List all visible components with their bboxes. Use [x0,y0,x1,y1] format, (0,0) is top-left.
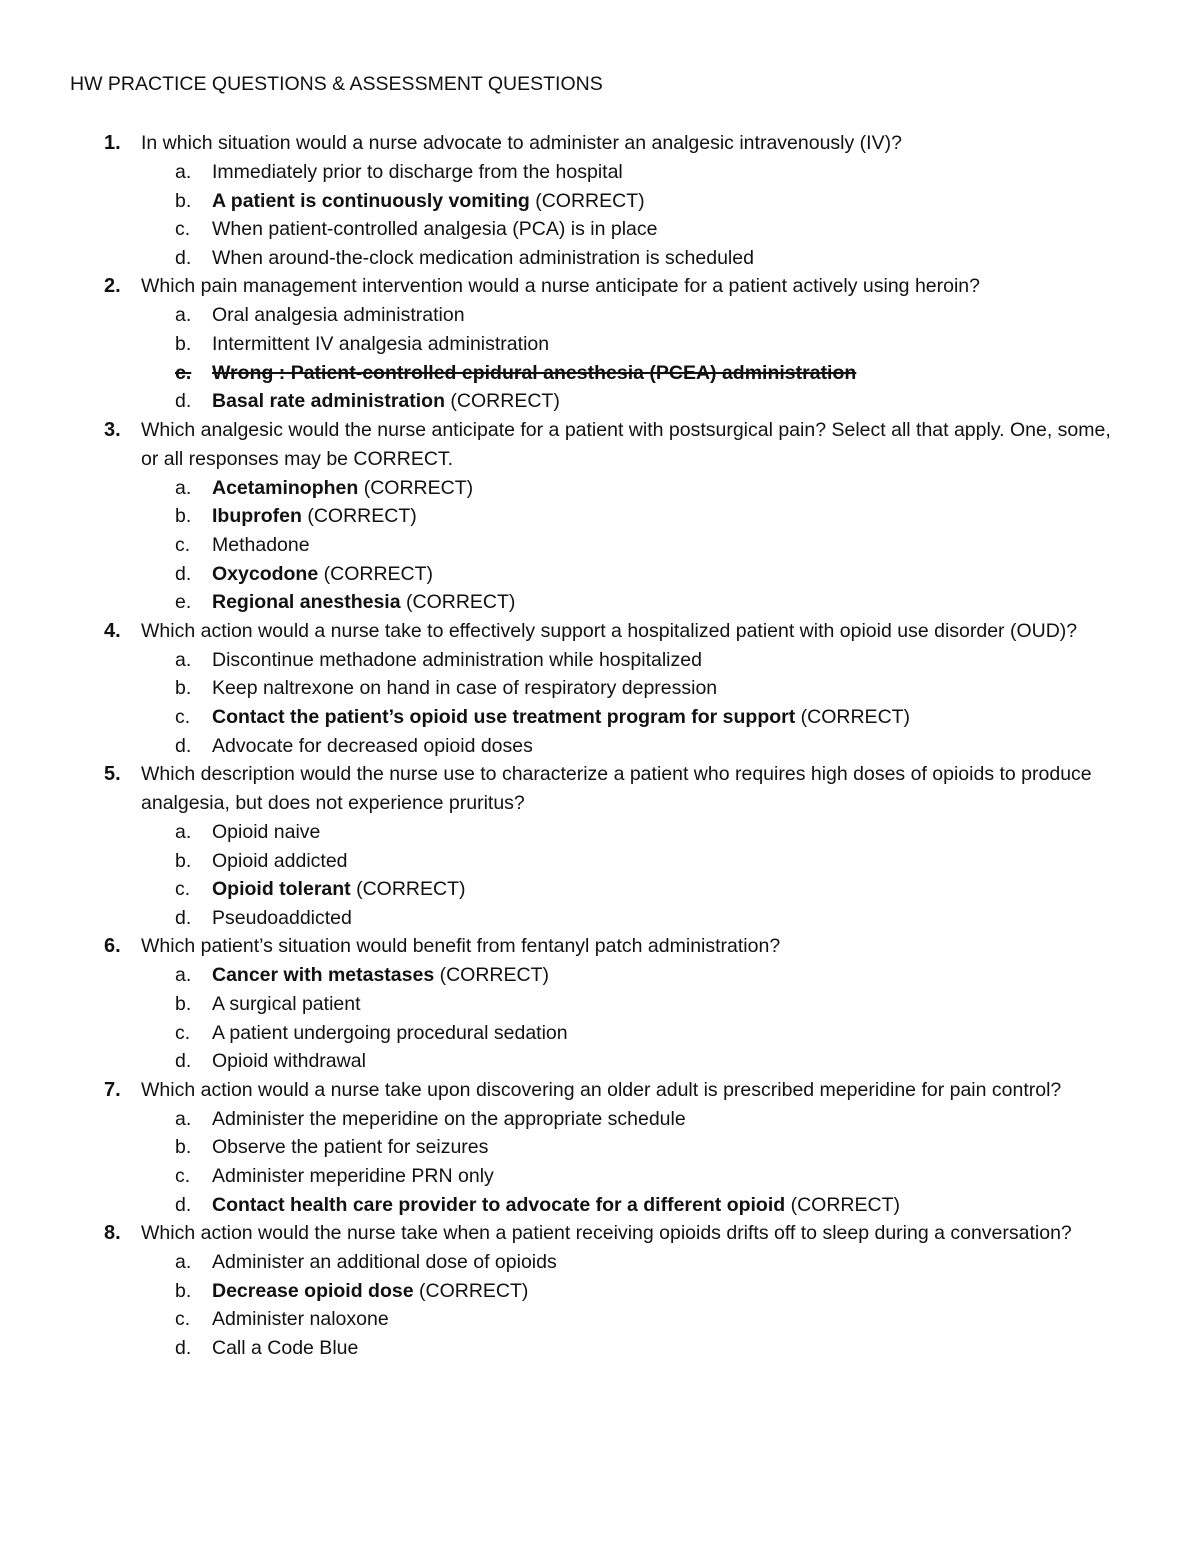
question-number: 1. [104,132,121,154]
option-letter: e. [175,591,192,614]
option-content [212,158,623,187]
option-letter: c. [175,1308,191,1331]
option-content [212,359,856,388]
answer-option [0,531,1200,560]
option-letter: d. [175,562,192,585]
question-text: Which action would a nurse take to effectively support a hospitalized patient with opioid use disorder (OUD)? [141,619,1078,642]
option-letter: a. [175,476,192,499]
option-letter: c. [175,1021,191,1044]
option-content [212,904,352,933]
answer-option [0,330,1200,359]
option-text: A surgical patient [212,993,361,1016]
option-text: (CORRECT) [301,505,417,528]
option-letter: d. [175,390,192,413]
answer-option [0,818,1200,847]
answer-option [0,674,1200,703]
option-text: Call a Code Blue [212,1337,359,1359]
option-letter: c. [175,705,191,728]
answer-option [0,1305,1200,1334]
answer-option [0,387,1200,416]
option-answer-bold: Cancer with metastases [212,964,435,987]
option-letter: a. [175,161,192,183]
option-letter: d. [175,246,192,269]
option-text: A patient undergoing procedural sedation [212,1021,568,1044]
option-letter: d. [175,1193,192,1216]
option-text: Methadone [212,533,310,556]
option-letter: b. [175,849,192,872]
option-letter: d. [175,1337,192,1359]
answer-option [0,1047,1200,1076]
answer-options [0,158,1200,272]
answer-option [0,158,1200,187]
answer-option [0,1334,1200,1363]
option-content [212,875,466,904]
option-text: Opioid addicted [212,849,348,872]
option-letter: d. [175,734,192,757]
option-answer-bold: A patient is continuously vomiting [212,189,530,212]
option-text: Discontinue methadone administration while hospitalized [212,648,702,671]
question-text: Which description would the nurse use to characterize a patient who requires high doses of opioids to produce analgesia, but does not experience pruritus? [141,763,1092,815]
answer-option [0,904,1200,933]
answer-option [0,244,1200,273]
answer-option [0,1248,1200,1277]
answer-option [0,1162,1200,1191]
answer-option [0,215,1200,244]
option-content [212,1019,568,1048]
option-text: When around-the-clock medication administration is scheduled [212,246,754,269]
option-content [212,1305,389,1334]
question-text: In which situation would a nurse advocate to administer an analgesic intravenously (IV)? [141,132,902,154]
question-text: Which action would a nurse take upon discovering an older adult is prescribed meperidine for pain control? [141,1078,1062,1101]
answer-option [0,474,1200,503]
option-letter: d. [175,906,192,929]
question-item [0,932,1200,1075]
question-list [0,129,1200,1363]
option-content [212,588,515,617]
option-text: Administer the meperidine on the appropriate schedule [212,1107,686,1130]
answer-option [0,301,1200,330]
option-text: Opioid naive [212,821,321,844]
option-text: (CORRECT) [785,1193,901,1216]
option-answer-bold: Contact health care provider to advocate for a different opioid [212,1193,786,1216]
option-letter: a. [175,1107,192,1130]
question-text: Which pain management intervention would a nurse anticipate for a patient actively using heroin? [141,275,980,298]
question-item [0,760,1200,932]
option-text: (CORRECT) [350,878,466,901]
option-text: When patient-controlled analgesia (PCA) is in place [212,218,658,241]
option-text: Oral analgesia administration [212,304,465,327]
option-content [212,732,533,761]
option-content [212,502,417,531]
answer-options [0,646,1200,760]
option-content [212,244,754,273]
answer-options [0,961,1200,1075]
option-answer-bold: Regional anesthesia [212,591,401,614]
option-content [212,531,310,560]
option-content [212,330,549,359]
question-item [0,1076,1200,1219]
option-text: (CORRECT) [445,390,560,413]
answer-option [0,1105,1200,1134]
answer-option [0,847,1200,876]
question-item [0,129,1200,272]
option-content [212,187,645,216]
option-content [212,990,361,1019]
document-title: HW PRACTICE QUESTIONS & ASSESSMENT QUESTIONS [70,73,603,95]
option-text: (CORRECT) [400,591,516,614]
question-number: 3. [104,418,121,441]
option-letter: c. [175,533,191,556]
question-number: 4. [104,619,121,642]
option-letter: c. [175,878,191,901]
option-letter: c. [175,361,192,384]
option-letter: c. [175,218,191,241]
option-letter: b. [175,993,192,1016]
answer-option [0,961,1200,990]
answer-option [0,1019,1200,1048]
option-content [212,1105,686,1134]
option-content [212,818,320,847]
option-text: Administer naloxone [212,1308,389,1331]
option-content [212,1248,557,1277]
option-answer-bold: Oxycodone [212,562,319,585]
option-text: Immediately prior to discharge from the hospital [212,161,623,183]
option-letter: a. [175,648,192,671]
answer-options [0,474,1200,617]
answer-option [0,646,1200,675]
option-text: Intermittent IV analgesia administration [212,332,550,355]
answer-option-struck [0,359,1200,388]
option-text: Opioid withdrawal [212,1050,366,1073]
option-letter: a. [175,821,192,844]
option-content [212,474,473,503]
option-text: (CORRECT) [434,964,550,987]
option-content [212,301,465,330]
answer-option [0,1133,1200,1162]
question-item [0,1219,1200,1362]
option-answer-bold: Opioid tolerant [212,878,351,901]
option-letter: b. [175,1136,192,1159]
option-content [212,215,657,244]
option-content [212,703,910,732]
option-letter: a. [175,304,192,327]
option-text: (CORRECT) [318,562,434,585]
option-content [212,1191,900,1220]
question-number: 7. [104,1078,121,1101]
option-text: Administer an additional dose of opioids [212,1251,557,1274]
answer-options [0,818,1200,932]
answer-option [0,560,1200,589]
option-text: Pseudoaddicted [212,906,352,929]
option-answer-bold: Decrease opioid dose [212,1279,414,1302]
option-text: (CORRECT) [358,476,474,499]
answer-option [0,990,1200,1019]
option-text: (CORRECT) [529,189,645,212]
answer-options [0,1105,1200,1219]
question-text: Which analgesic would the nurse anticipate for a patient with postsurgical pain? Select all that apply. One, some, or all responses may be CORRECT. [141,418,1111,470]
answer-options [0,1248,1200,1362]
question-item [0,617,1200,760]
option-letter: d. [175,1050,192,1073]
question-number: 8. [104,1222,121,1245]
answer-option [0,703,1200,732]
answer-option [0,875,1200,904]
option-letter: b. [175,505,192,528]
answer-option [0,1191,1200,1220]
option-content [212,961,549,990]
answer-option [0,588,1200,617]
option-content [212,560,433,589]
option-content [212,1334,358,1363]
option-content [212,847,348,876]
answer-option [0,187,1200,216]
option-answer-bold: Basal rate administration [212,390,445,413]
question-item [0,416,1200,617]
option-content [212,1162,494,1191]
option-letter: b. [175,677,192,700]
option-text: (CORRECT) [413,1279,529,1302]
option-answer-bold: Contact the patient’s opioid use treatment program for support [212,705,796,728]
option-answer-bold: Ibuprofen [212,505,302,528]
option-text: Administer meperidine PRN only [212,1165,494,1188]
answer-options [0,301,1200,415]
question-text: Which patient’s situation would benefit from fentanyl patch administration? [141,935,781,958]
option-letter: b. [175,189,192,212]
option-content [212,646,702,675]
option-content [212,387,560,416]
option-text: Advocate for decreased opioid doses [212,734,533,757]
question-text: Which action would the nurse take when a patient receiving opioids drifts off to sleep during a conversation? [141,1222,1072,1245]
option-letter: b. [175,332,192,355]
option-text: Keep naltrexone on hand in case of respiratory depression [212,677,718,700]
option-answer-bold: Wrong : Patient-controlled epidural anesthesia (PCEA) administration [212,361,857,384]
option-letter: a. [175,964,192,987]
option-content [212,1047,366,1076]
question-number: 6. [104,935,121,958]
option-letter: a. [175,1251,192,1274]
question-item [0,272,1200,415]
answer-option [0,1277,1200,1306]
option-text: (CORRECT) [795,705,911,728]
option-content [212,1277,528,1306]
answer-option [0,732,1200,761]
option-content [212,1133,488,1162]
option-text: Observe the patient for seizures [212,1136,489,1159]
question-number: 2. [104,275,121,298]
option-letter: b. [175,1279,192,1302]
option-content [212,674,717,703]
answer-option [0,502,1200,531]
option-letter: c. [175,1165,191,1188]
option-answer-bold: Acetaminophen [212,476,359,499]
question-number: 5. [104,763,121,786]
